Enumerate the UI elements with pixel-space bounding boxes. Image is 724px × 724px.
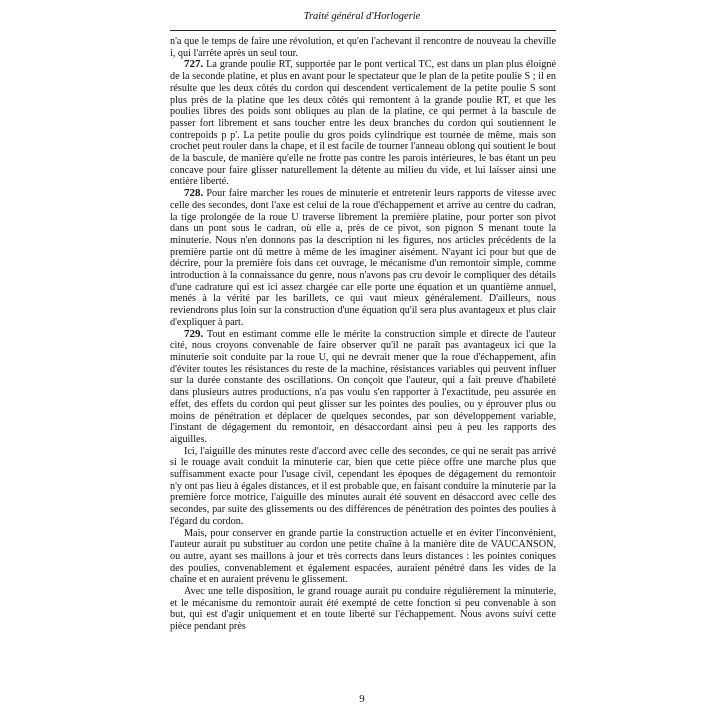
paragraph-729 [170,329,556,446]
header-rule [170,30,556,31]
paragraph-continuation [170,36,556,59]
page-number: 9 [359,693,365,705]
paragraph-text: Tout en estimant comme elle le mérite la construction simple et directe de l'auteur cité, nous croyons convenable de faire observer qu'il ne paraît pas avantageux ici que la minuterie soit conduite par la roue U, qui ne devrait mener que la roue d'échappement, afin d'éviter toutes les résistances du reste de la machine, résistances variables qui peuvent influer sur la durée constante des oscillations. On conçoit que l'auteur, qui a fait preuve d'habileté dans plusieurs autres productions, n'a pas voulu s'en rapporter à l'exactitude, peu assurée en effet, des effets du cordon qui peut glisser sur les pointes des poulies, ou y éprouver plus ou moins de pénétration et déplacer de quelques secondes, par son développement variable, l'instant de dégagement du remontoir, en désaccordant ainsi peu à peu les rapports des aiguilles. [170,328,556,445]
paragraph-727 [170,59,556,188]
article-number: 727. [184,58,204,71]
paragraph [170,528,556,587]
paragraph-text: Ici, l'aiguille des minutes reste d'accord avec celle des secondes, ce qui ne serait pas arrivé si le rouage avait conduit la minuterie car, bien que cette pièce offre une marche plus que suffisamment exacte pour l'usage civil, cependant les époques de dégagement du remontoir n'y ont pas lieu à égales distances, et il est probable que, en faisant conduire la minuterie par la première force motrice, l'aiguille des minutes aurait été souvent en désaccord avec celle des secondes, par suite des glissements ou des différences de pénétration des pointes des poulies à l'égard du cordon. [170,445,556,527]
paragraph-text: Pour faire marcher les roues de minuterie et entretenir leurs rapports de vitesse avec celle des secondes, dont l'axe est celui de la roue d'échappement et arrive au centre du cadran, la tige prolongée de la roue U traverse librement la première platine, pour porter son pivot dans un pont sous le cadran, où elle a, près de ce pivot, son pignon S menant toute la minuterie. Nous n'en donnons pas la description ni les figures, nos articles précédents de la première partie ont dû mettre à même de les imaginer aisément. N'ayant ici pour but que de décrire, pour la première fois dans cet ouvrage, le mécanisme d'un remontoir simple, comme introduction à la connaissance du genre, nous n'avons pas cru devoir le compliquer des détails d'une cadrature qui est ici assez chargée car elle porte une équation et un quantième annuel, menés à la vérité par les barillets, ce qui vaut mieux généralement. D'ailleurs, nous reviendrons plus loin sur la construction d'une équation qu'il sera plus avantageux et plus clair d'expliquer à part. [170,188,556,328]
paragraph [170,586,556,633]
paragraph-text: La grande poulie RT, supportée par le pont vertical TC, est dans un plan plus éloigné de la seconde platine, et plus en avant pour le spectateur que le plan de la petite poulie S ; il en résulte que les deux côtés du cordon qui descendent verticalement de la petite poulie S sont plus près de la platine que les deux côtés qui remontent à la grande poulie RT, et que les poulies libres des poids sont obliques au plan de la platine, ce qui permet à la bascule de passer fort librement et sans toucher entre les deux branches du cordon qui soutiennent le contrepoids p p'. La petite poulie du gros poids cylindrique est tournée de même, mais son crochet peut rouler dans la chape, et il est facile de tourner l'anneau oblong qui soutient le bout de la bascule, de manière qu'elle ne frotte pas contre les parois intérieures, le bas étant un peu concave pour faire glisser naturellement la détente au milieu du vide, et lui laisser ainsi une entière liberté. [170,59,556,188]
paragraph-text: Avec une telle disposition, le grand rouage aurait pu conduire régulièrement la minuterie, et le mécanisme du remontoir aurait été exempté de cette fonction si peu convenable à son but, qui est d'agir uniquement et en toute liberté sur l'échappement. Nous avons suivi cette pièce pendant près [170,586,556,633]
running-header: Traité général d'Horlogerie [303,11,421,22]
paragraph-text: Mais, pour conserver en grande partie la construction actuelle et en éviter l'inconvénient, l'auteur aurait pu substituer au cordon une petite chaîne à la manière dite de VAUCANSON, ou autre, ayant ses maillons à jour et très corrects dans leurs distances : les pointes coniques des poulies, convenablement et également espacées, auraient pénétré dans les vides de la chaîne et en auraient prévenu le glissement. [170,527,556,586]
article-number: 728. [184,187,204,200]
page-body [170,36,556,633]
paragraph-text: n'a que le temps de faire une révolution, et qu'en l'achevant il rencontre de nouveau la cheville i, qui l'arrête après un seul tour. [170,36,556,59]
paragraph-728 [170,188,556,328]
article-number: 729. [184,327,204,340]
paragraph [170,446,556,528]
